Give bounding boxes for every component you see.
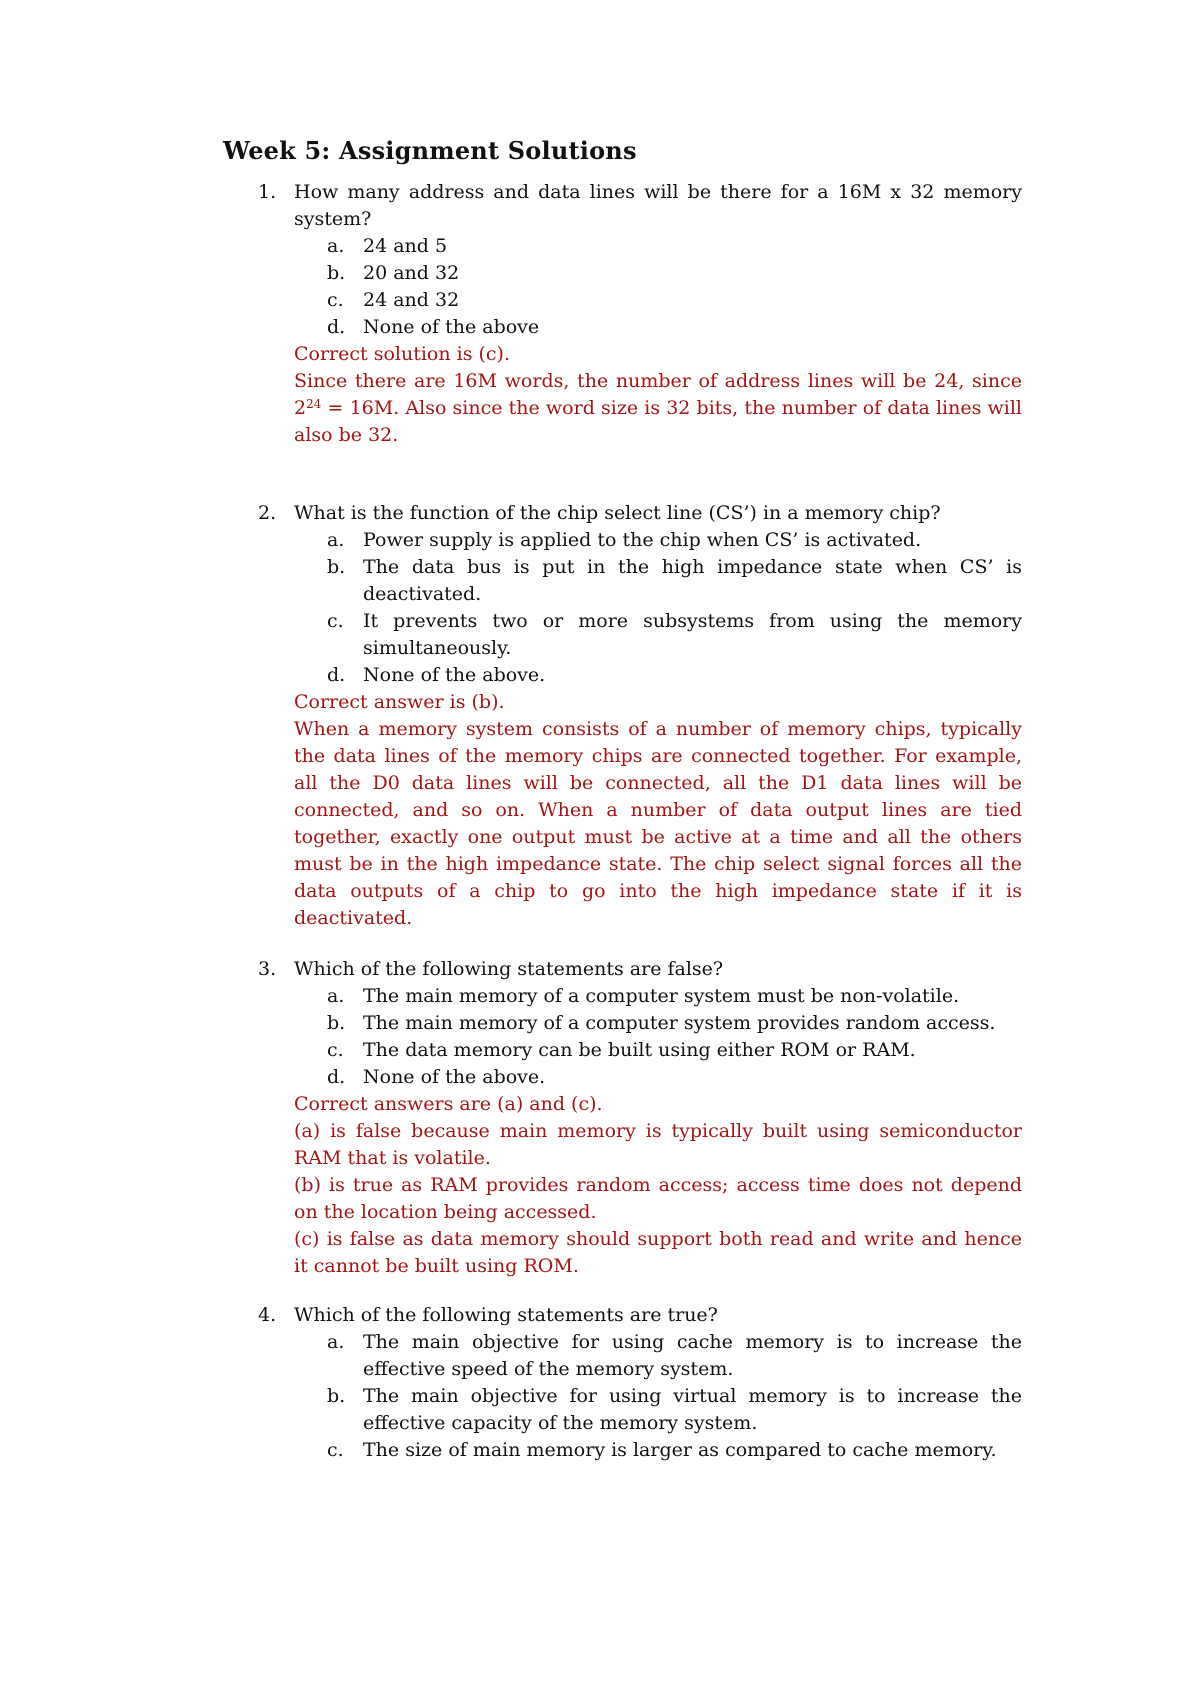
option-list [327, 1329, 1022, 1464]
option-a [327, 1329, 1022, 1383]
option-text: Power supply is applied to the chip when CS’ is activated. [363, 529, 922, 551]
option-b [327, 1010, 1022, 1037]
question-text: How many address and data lines will be there for a 16M x 32 memory system? [294, 181, 1022, 230]
question-2 [258, 500, 1022, 932]
option-a [327, 527, 1022, 554]
option-label: a. [327, 529, 345, 551]
question-text: Which of the following statements are true? [294, 1304, 718, 1326]
option-d [327, 662, 1022, 689]
option-text: The main objective for using cache memory is to increase the effective speed of the memory system. [363, 1331, 1022, 1380]
question-text: What is the function of the chip select line (CS’) in a memory chip? [294, 502, 941, 524]
question-4 [258, 1302, 1022, 1464]
option-b [327, 1383, 1022, 1437]
option-b [327, 260, 1022, 287]
question-3 [258, 956, 1022, 1280]
option-list [327, 983, 1022, 1091]
option-label: d. [327, 1066, 346, 1088]
option-text: The main objective for using virtual memory is to increase the effective capacity of the memory system. [363, 1385, 1022, 1434]
option-c [327, 1437, 1022, 1464]
option-label: b. [327, 1012, 346, 1034]
answer-explanation [294, 368, 1022, 449]
option-c [327, 1037, 1022, 1064]
option-a [327, 233, 1022, 260]
option-label: b. [327, 1385, 346, 1407]
question-text: Which of the following statements are false? [294, 958, 724, 980]
correct-answer: Correct answer is (b). [294, 691, 505, 713]
option-label: a. [327, 1331, 345, 1353]
option-label: a. [327, 235, 345, 257]
question-1 [258, 179, 1022, 449]
option-label: a. [327, 985, 345, 1007]
option-list [327, 233, 1022, 341]
option-c [327, 608, 1022, 662]
question-number: 1. [258, 181, 277, 203]
question-number: 2. [258, 502, 277, 524]
option-text: The main memory of a computer system must be non-volatile. [363, 985, 960, 1007]
option-d [327, 1064, 1022, 1091]
option-text: 20 and 32 [363, 262, 460, 284]
option-text: The data bus is put in the high impedance state when CS’ is deactivated. [363, 556, 1022, 605]
option-b [327, 554, 1022, 608]
question-number: 3. [258, 958, 277, 980]
option-label: d. [327, 664, 346, 686]
option-a [327, 983, 1022, 1010]
option-label: c. [327, 289, 344, 311]
correct-answer: Correct solution is (c). [294, 343, 511, 365]
option-text: 24 and 32 [363, 289, 460, 311]
option-text: The data memory can be built using either ROM or RAM. [363, 1039, 916, 1061]
option-text: The size of main memory is larger as compared to cache memory. [363, 1439, 997, 1461]
option-label: c. [327, 610, 344, 632]
option-text: It prevents two or more subsystems from using the memory simultaneously. [363, 610, 1022, 659]
answer-explanation-c: (c) is false as data memory should support both read and write and hence it cannot be built using ROM. [294, 1228, 1022, 1277]
option-label: c. [327, 1039, 344, 1061]
exponent: 24 [306, 397, 322, 411]
question-number: 4. [258, 1304, 277, 1326]
correct-answer: Correct answers are (a) and (c). [294, 1093, 603, 1115]
answer-explanation-a: (a) is false because main memory is typically built using semiconductor RAM that is volatile. [294, 1120, 1022, 1169]
answer-explanation-b: (b) is true as RAM provides random access; access time does not depend on the location being accessed. [294, 1174, 1022, 1223]
option-label: b. [327, 556, 346, 578]
option-text: None of the above [363, 316, 540, 338]
option-list [327, 527, 1022, 689]
page-title: Week 5: Assignment Solutions [223, 136, 637, 165]
option-label: d. [327, 316, 346, 338]
option-text: The main memory of a computer system provides random access. [363, 1012, 996, 1034]
answer-explanation: When a memory system consists of a number of memory chips, typically the data lines of the memory chips are connected together. For example, all the D0 data lines will be connected, all the D1 data lines will be connected, and so on. When a number of data output lines are tied together, exactly one output must be active at a time and all the others must be in the high impedance state. The chip select signal forces all the data outputs of a chip to go into the high impedance state if it is deactivated. [294, 718, 1022, 929]
option-label: c. [327, 1439, 344, 1461]
option-text: None of the above. [363, 664, 546, 686]
option-label: b. [327, 262, 346, 284]
option-c [327, 287, 1022, 314]
option-text: None of the above. [363, 1066, 546, 1088]
explanation-part: Since there are 16M words, the number of address lines will be 24, since 2 [294, 370, 1022, 419]
option-d [327, 314, 1022, 341]
explanation-part: = 16M. Also since the word size is 32 bits, the number of data lines will also be 32. [294, 397, 1022, 446]
option-text: 24 and 5 [363, 235, 448, 257]
